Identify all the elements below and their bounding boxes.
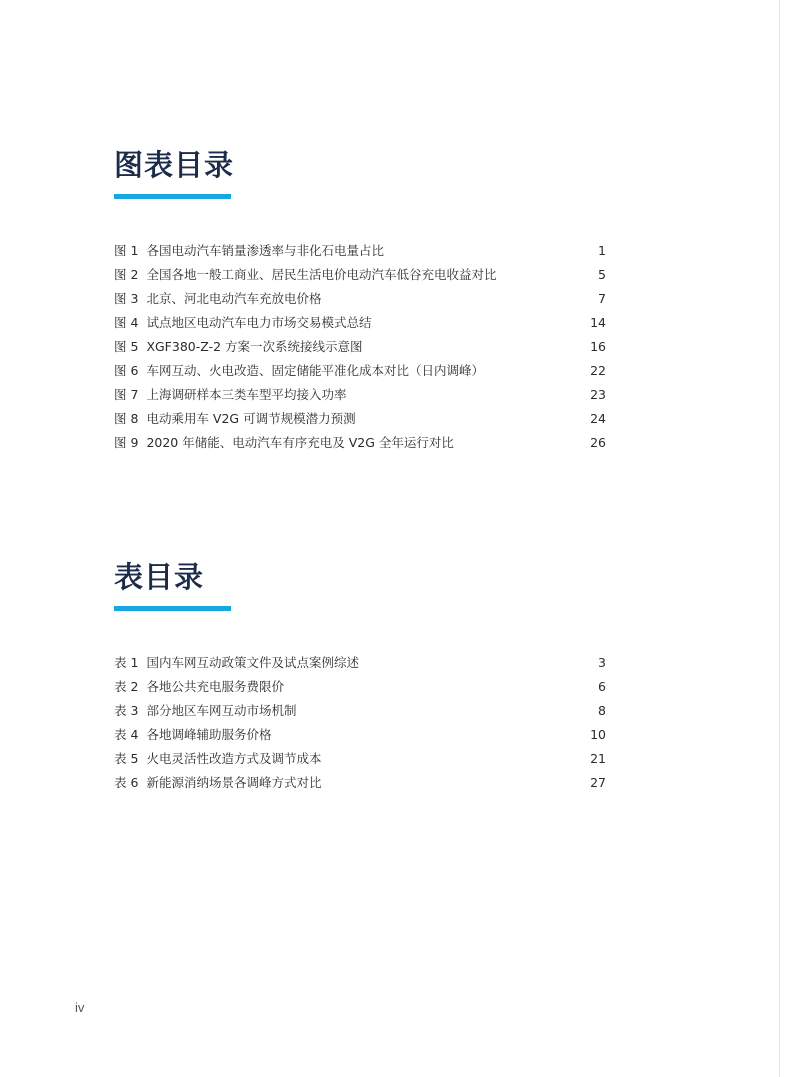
toc-entry[interactable] [114,239,606,263]
toc-entry[interactable] [114,383,606,407]
page-number: iv [75,1000,85,1015]
figures-heading-underline [114,194,231,199]
toc-entry-page-number: 21 [590,751,606,766]
figures-list [114,239,606,455]
toc-entry-label: 图 6 [114,363,139,378]
toc-entry-page-number: 3 [598,655,606,670]
toc-entry-label: 图 7 [114,387,139,402]
toc-entry-page-number: 14 [590,315,606,330]
toc-entry-label: 图 5 [114,339,139,354]
toc-entry[interactable] [114,431,606,455]
tables-heading-underline [114,606,231,611]
toc-entry[interactable] [114,723,606,747]
page-edge-rule [779,0,780,1077]
toc-entry-title: 各国电动汽车销量渗透率与非化石电量占比 [146,243,384,258]
toc-entry[interactable] [114,699,606,723]
toc-entry-title: 车网互动、火电改造、固定储能平准化成本对比（日内调峰） [146,363,484,378]
toc-entry-title: 火电灵活性改造方式及调节成本 [146,751,322,766]
tables-heading: 表目录 [114,560,205,594]
toc-entry[interactable] [114,287,606,311]
toc-entry-title: 国内车网互动政策文件及试点案例综述 [146,655,359,670]
toc-entry-label: 图 1 [114,243,139,258]
toc-entry-page-number: 1 [598,243,606,258]
toc-entry[interactable] [114,359,606,383]
toc-entry[interactable] [114,407,606,431]
toc-entry-title: 上海调研样本三类车型平均接入功率 [146,387,347,402]
toc-entry-title: 北京、河北电动汽车充放电价格 [146,291,322,306]
toc-entry-title: 各地公共充电服务费限价 [146,679,284,694]
toc-entry-label: 表 5 [114,751,139,766]
toc-entry-title: 部分地区车网互动市场机制 [146,703,297,718]
toc-entry[interactable] [114,335,606,359]
toc-entry-title: 各地调峰辅助服务价格 [146,727,272,742]
toc-entry-label: 图 4 [114,315,139,330]
toc-entry[interactable] [114,263,606,287]
toc-entry-title: XGF380-Z-2 方案一次系统接线示意图 [146,339,363,354]
toc-entry-label: 图 2 [114,267,139,282]
toc-entry-label: 表 6 [114,775,139,790]
toc-entry-label: 图 3 [114,291,139,306]
list-of-figures [114,146,606,455]
list-of-tables [114,558,606,795]
figures-heading: 图表目录 [114,148,235,182]
toc-entry[interactable] [114,675,606,699]
toc-entry-page-number: 23 [590,387,606,402]
toc-entry-title: 试点地区电动汽车电力市场交易模式总结 [146,315,372,330]
toc-entry-label: 表 3 [114,703,139,718]
toc-entry-page-number: 5 [598,267,606,282]
toc-entry-label: 图 8 [114,411,139,426]
toc-entry-label: 表 2 [114,679,139,694]
toc-entry-title: 电动乘用车 V2G 可调节规模潜力预测 [146,411,356,426]
toc-entry-label: 图 9 [114,435,139,450]
toc-entry-label: 表 4 [114,727,139,742]
tables-list [114,651,606,795]
toc-entry-page-number: 6 [598,679,606,694]
toc-entry-label: 表 1 [114,655,139,670]
toc-entry-page-number: 10 [590,727,606,742]
toc-entry[interactable] [114,311,606,335]
toc-entry-page-number: 24 [590,411,606,426]
toc-entry-title: 新能源消纳场景各调峰方式对比 [146,775,322,790]
toc-entry-title: 2020 年储能、电动汽车有序充电及 V2G 全年运行对比 [146,435,454,450]
toc-entry[interactable] [114,651,606,675]
toc-entry-page-number: 22 [590,363,606,378]
toc-entry-page-number: 27 [590,775,606,790]
toc-entry-page-number: 26 [590,435,606,450]
toc-entry-page-number: 8 [598,703,606,718]
toc-entry[interactable] [114,747,606,771]
toc-entry[interactable] [114,771,606,795]
toc-entry-title: 全国各地一般工商业、居民生活电价电动汽车低谷充电收益对比 [146,267,497,282]
toc-entry-page-number: 16 [590,339,606,354]
toc-entry-page-number: 7 [598,291,606,306]
